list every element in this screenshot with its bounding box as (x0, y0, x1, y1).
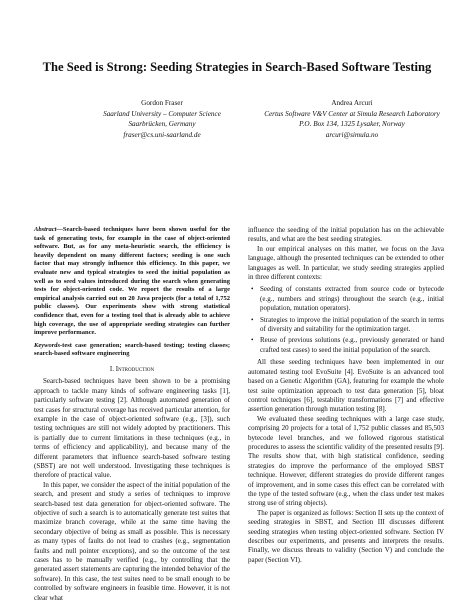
list-item: • Strategies to improve the initial population of the search in terms of diversity and suitability for the optimization target. (260, 316, 444, 335)
abstract (34, 226, 230, 338)
list-item: • Reuse of previous solutions (e.g., previously generated or hand crafted test cases) to seed the initial population of the search. (260, 336, 444, 355)
body-paragraph: All these seeding techniques have been implemented in our automated testing tool EvoSuite [4]. EvoSuite is an advanced tool based on a Genetic Algorithm (GA), featuring for example the whole test suite optimization approach to test data generation [5], bloat control techniques [6], testability transformations [7] and effective assertion generation through mutation testing [8]. (248, 358, 444, 414)
keywords (34, 342, 230, 359)
author-name: Gordon Fraser (141, 99, 183, 107)
body-paragraph: influence the seeding of the initial population has on the achievable results, and what are the best seeding strategies. (248, 226, 444, 244)
paper-title: The Seed is Strong: Seeding Strategies in Search-Based Software Testing (42, 60, 432, 74)
author-name: Andrea Arcuri (331, 99, 373, 107)
abstract-text: Search-based techniques have been shown useful for the task of generating tests, for example in the case of object-oriented software. But, as for any meta-heuristic search, the efficiency is heavily dependent on many different factors; seeding is one such factor that may strongly influence this efficiency. In this paper, we evaluate new and typical strategies to seed the initial population as well as to seed values introduced during the search when generating tests for object-oriented code. We report the results of a large empirical analysis carried out on 20 Java projects (for a total of 1,752 public classes). Our experiments show with strong statistical confidence that, even for a testing tool that is already able to achieve high coverage, the use of appropriate seeding strategies can further improve performance. (34, 226, 230, 337)
keywords-lead: Keywords- (34, 341, 63, 349)
author-affiliation: Saarland University – Computer Science (103, 109, 221, 118)
author-location: Saarbrücken, Germany (128, 120, 196, 129)
author-affiliation: Certus Software V&V Center at Simula Research Laboratory (264, 109, 440, 118)
author-email: arcuri@simula.no (325, 130, 379, 139)
author-block (20, 98, 454, 158)
body-paragraph: Search-based techniques have been shown to be a promising approach to tackle many kinds of software engineering tasks [1], particularly software testing [2]. Although automated generation of test cases for structural coverage has received particular attention, for example in the case of object-oriented software (e.g., [3]), such testing techniques are still not widely adopted by practitioners. This is partially due to current limitations in these techniques (e.g., in terms of efficiency and applicability), and because many of the different parameters that influence search-based software testing (SBST) are not well understood. Investigating these techniques is therefore of practical value. (34, 377, 230, 480)
right-column (248, 226, 444, 565)
seeding-context-list (248, 285, 444, 355)
author-location: P.O. Box 134, 1325 Lysaker, Norway (299, 120, 405, 129)
author-1 (62, 98, 262, 140)
body-paragraph: The paper is organized as follows: Section II sets up the context of seeding strategies in SBST, and Section III discusses different seeding strategies when testing object-oriented software. Section IV describes our experiments, and presents and interprets the results. Finally, we discuss threats to validity (Section V) and conclude the paper (Section VI). (248, 508, 444, 564)
author-2 (252, 98, 452, 140)
left-column (34, 226, 230, 603)
author-email: fraser@cs.uni-saarland.de (123, 130, 201, 139)
body-paragraph: We evaluated these seeding techniques with a large case study, comprising 20 projects for a total of 1,752 public classes and 85,503 bytecode level branches, and we followed rigorous statistical procedures to assess the scientific validity of the presented results [9]. The results show that, with high statistical confidence, seeding strategies do improve the performance of the employed SBST technique. However, different strategies do provide different ranges of improvement, and in some cases this effect can be correlated with the type of the tested software (e.g., when the class under test makes strong use of string objects). (248, 414, 444, 508)
body-paragraph: In this paper, we consider the aspect of the initial population of the search, and present and study a series of techniques to improve search-based test data generation for object-oriented software. The objective of such a search is to automatically generate test suites that maximize branch coverage, while at the same time having the secondary objective of being as small as possible. This is necessary as many types of faults do not lead to crashes (e.g., segmentation faults and null pointer exceptions), and so the outcome of the test cases has to be manually verified (e.g., by controlling that the generated assert statements are capturing the intended behavior of the software). In this case, the test suites need to be small enough to be controlled by software engineers in feasible time. However, it is not clear what (34, 480, 230, 602)
list-item: • Seeding of constants extracted from source code or bytecode (e.g., numbers and strings) throughout the search (e.g., initial population, mutation operators). (260, 285, 444, 313)
body-paragraph: In our empirical analyses on this matter, we focus on the Java language, although the presented techniques can be extended to other languages as well. In particular, we study seeding strategies applied in three different contexts: (248, 244, 444, 282)
abstract-lead: Abstract— (34, 226, 63, 233)
keywords-text: test case generation; search-based testing; testing classes; search-based software engineering (34, 341, 230, 358)
section-heading-introduction: I. Introduction (109, 364, 155, 373)
